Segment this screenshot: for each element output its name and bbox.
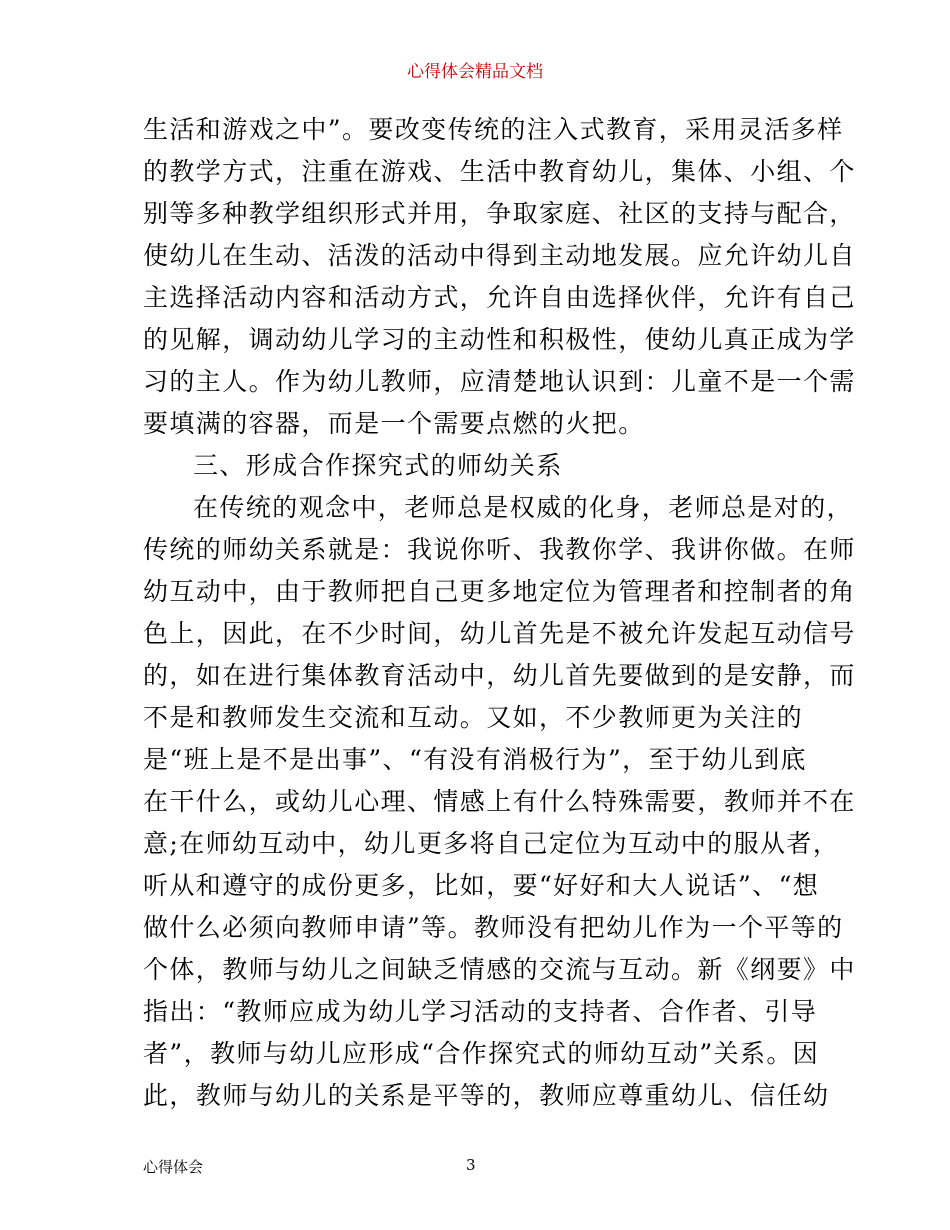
body-line: 主选择活动内容和活动方式，允许自由选择伙伴，允许有自己 bbox=[143, 283, 856, 312]
body-line: 幼互动中，由于教师把自己更多地定位为管理者和控制者的角 bbox=[143, 577, 856, 606]
body-line: 生活和游戏之中”。要改变传统的注入式教育，采用灵活多样 bbox=[143, 115, 844, 144]
body-line: 不是和教师发生交流和互动。又如，不少教师更为关注的 bbox=[143, 703, 804, 732]
body-line: 听从和遵守的成份更多，比如，要“好好和大人说话”、“想 bbox=[143, 871, 820, 900]
body-line: 的教学方式，注重在游戏、生活中教育幼儿，集体、小组、个 bbox=[143, 157, 856, 186]
document-header: 心得体会精品文档 bbox=[407, 62, 543, 82]
body-line: 做什么必须向教师申请”等。教师没有把幼儿作为一个平等的 bbox=[143, 913, 844, 942]
body-line: 色上，因此，在不少时间，幼儿首先是不被允许发起互动信号 bbox=[143, 619, 856, 648]
body-line: 者”，教师与幼儿应形成“合作探究式的师幼互动”关系。因 bbox=[143, 1039, 820, 1068]
body-line: 是“班上是不是出事”、“有没有消极行为”，至于幼儿到底 bbox=[143, 745, 807, 774]
body-line: 个体，教师与幼儿之间缺乏情感的交流与互动。新《纲要》中 bbox=[143, 955, 856, 984]
body-line: 在传统的观念中，老师总是权威的化身，老师总是对的， bbox=[193, 493, 854, 522]
body-line: 此，教师与幼儿的关系是平等的，教师应尊重幼儿、信任幼 bbox=[143, 1081, 830, 1110]
body-line: 的，如在进行集体教育活动中，幼儿首先要做到的是安静，而 bbox=[143, 661, 856, 690]
body-line: 别等多种教学组织形式并用，争取家庭、社区的支持与配合， bbox=[143, 199, 856, 228]
body-line: 传统的师幼关系就是：我说你听、我教你学、我讲你做。在师 bbox=[143, 535, 856, 564]
body-line: 习的主人。作为幼儿教师，应清楚地认识到：儿童不是一个需 bbox=[143, 367, 856, 396]
section-heading: 三、形成合作探究式的师幼关系 bbox=[193, 451, 563, 480]
body-line: 要填满的容器，而是一个需要点燃的火把。 bbox=[143, 409, 645, 438]
document-body bbox=[143, 109, 856, 1117]
footer-label: 心得体会 bbox=[143, 1158, 204, 1176]
body-line: 意;在师幼互动中，幼儿更多将自己定位为互动中的服从者， bbox=[143, 829, 840, 858]
page-number: 3 bbox=[466, 1156, 476, 1174]
body-line: 使幼儿在生动、活泼的活动中得到主动地发展。应允许幼儿自 bbox=[143, 241, 856, 270]
body-line: 在干什么，或幼儿心理、情感上有什么特殊需要，教师并不在 bbox=[143, 787, 856, 816]
body-line: 的见解，调动幼儿学习的主动性和积极性，使幼儿真正成为学 bbox=[143, 325, 856, 354]
body-line: 指出：“教师应成为幼儿学习活动的支持者、合作者、引导 bbox=[143, 997, 818, 1026]
